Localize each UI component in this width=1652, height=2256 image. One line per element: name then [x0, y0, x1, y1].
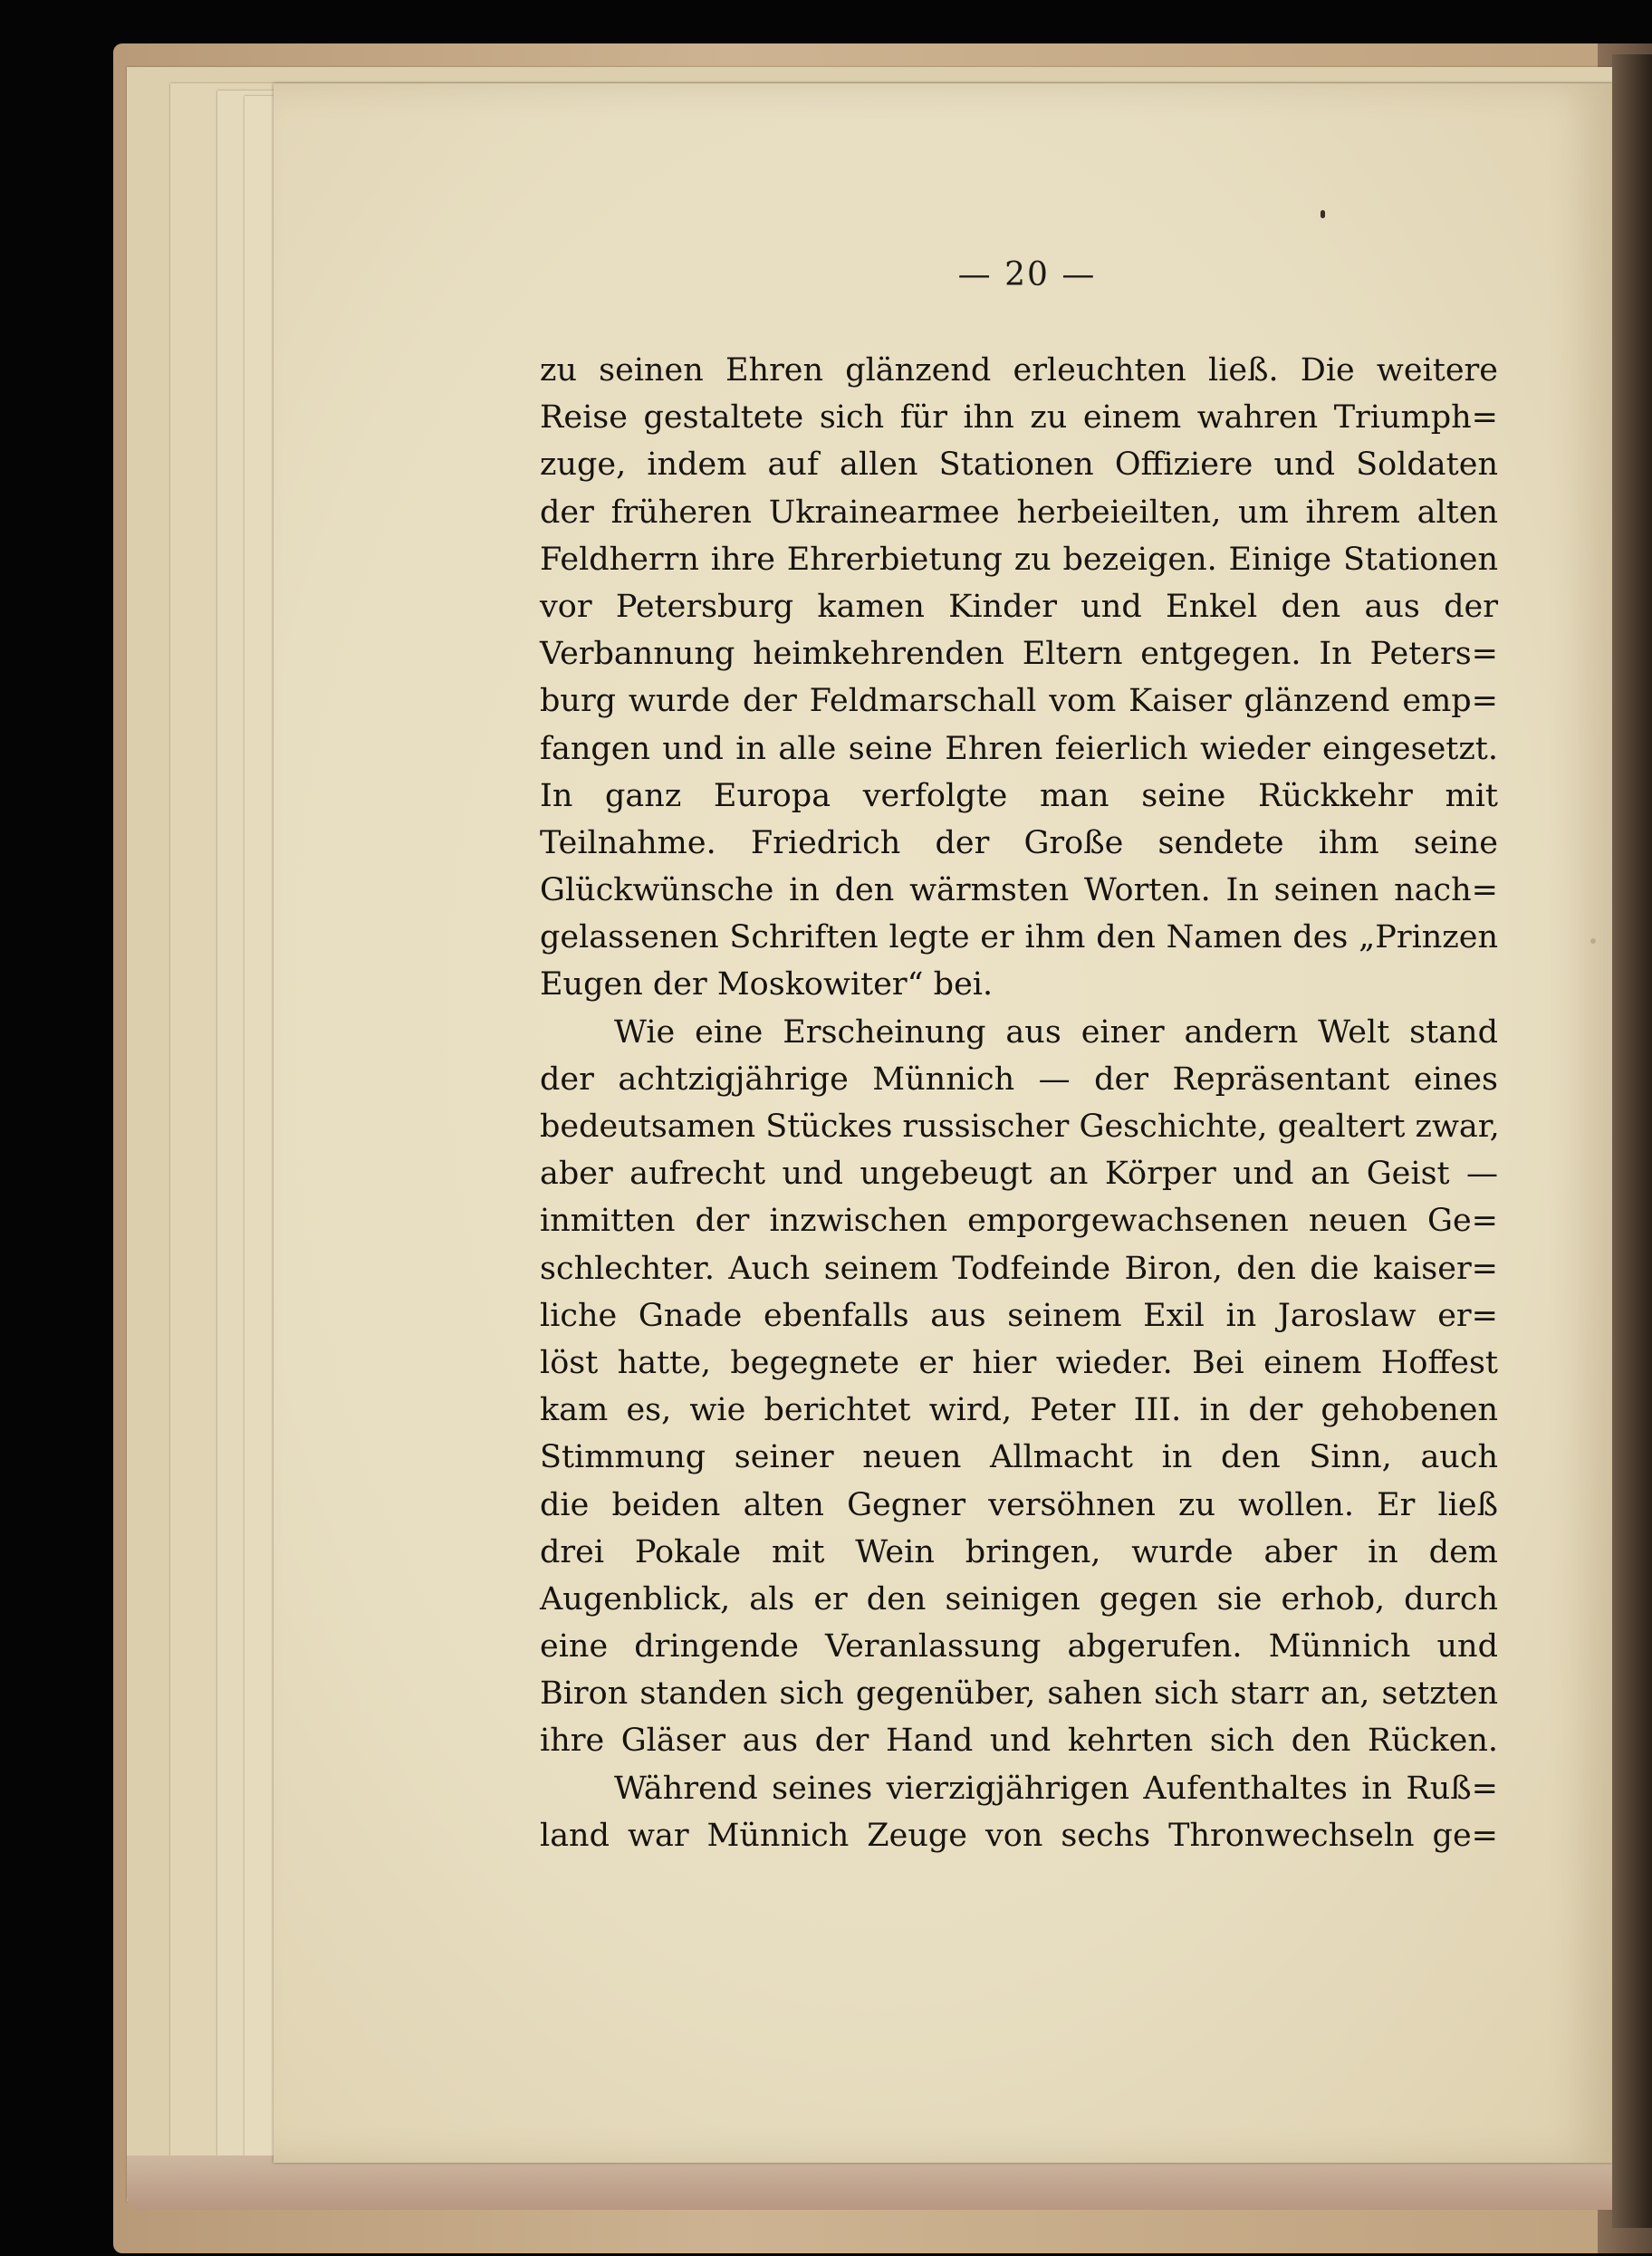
text-line: Augenblick, als er den seinigen gegen sie erhob, durch: [540, 1580, 1498, 1618]
text-line: der früheren Ukrainearmee herbeieilten, um ihrem alten: [540, 494, 1498, 531]
text-line: zu seinen Ehren glänzend erleuchten ließ. Die weitere: [540, 352, 1498, 389]
text-line: gelassenen Schriften legte er ihm den Namen des „Prinzen: [540, 919, 1498, 956]
text-line: liche Gnade ebenfalls aus seinem Exil in Jaroslaw er=: [540, 1297, 1498, 1334]
book-gutter: [1612, 54, 1652, 2228]
text-line: land war Münnich Zeuge von sechs Thronwechseln ge=: [540, 1817, 1498, 1854]
text-line: Glückwünsche in den wärmsten Worten. In seinen nach=: [540, 872, 1498, 909]
text-line: schlechter. Auch seinem Todfeinde Biron, den die kaiser=: [540, 1250, 1498, 1287]
text-line: Verbannung heimkehrenden Eltern entgegen. In Peters=: [540, 636, 1498, 673]
page-number: — 20 —: [957, 256, 1097, 293]
text-line: drei Pokale mit Wein bringen, wurde aber in dem: [540, 1533, 1498, 1570]
text-line: eine dringende Veranlassung abgerufen. Münnich und: [540, 1628, 1498, 1666]
text-line: Biron standen sich gegenüber, sahen sich starr an, setzten: [540, 1675, 1498, 1713]
text-line: Eugen der Moskowiter“ bei.: [540, 966, 994, 1003]
text-line: Stimmung seiner neuen Allmacht in den Sinn, auch: [540, 1439, 1498, 1476]
text-line: der achtzigjährige Münnich — der Repräsentant eines: [540, 1061, 1498, 1098]
text-line: Reise gestaltete sich für ihn zu einem wahren Triumph=: [540, 399, 1498, 437]
text-line: aber aufrecht und ungebeugt an Körper und an Geist —: [540, 1156, 1498, 1193]
text-line: Teilnahme. Friedrich der Große sendete ihm seine: [540, 824, 1498, 861]
paper-speck: [1321, 210, 1325, 218]
text-line: Wie eine Erscheinung aus einer andern Welt stand: [614, 1013, 1498, 1051]
text-line: bedeutsamen Stückes russischer Geschichte, gealtert zwar,: [540, 1109, 1500, 1145]
body-text: [540, 347, 1498, 1859]
text-line: In ganz Europa verfolgte man seine Rückkehr mit: [540, 777, 1498, 814]
text-line: vor Petersburg kamen Kinder und Enkel den aus der: [540, 588, 1498, 625]
text-line: die beiden alten Gegner versöhnen zu wollen. Er ließ: [540, 1486, 1498, 1523]
text-line: kam es, wie berichtet wird, Peter III. in der gehobenen: [540, 1392, 1498, 1429]
text-line: ihre Gläser aus der Hand und kehrten sich den Rücken.: [540, 1723, 1498, 1760]
paper-speck: [1590, 938, 1596, 944]
text-line: Während seines vierzigjährigen Aufenthaltes in Ruß=: [614, 1770, 1498, 1807]
text-line: löst hatte, begegnete er hier wieder. Bei einem Hoffest: [540, 1344, 1498, 1381]
text-line: burg wurde der Feldmarschall vom Kaiser glänzend emp=: [540, 683, 1498, 720]
book-bottom-edge: [127, 2155, 1630, 2210]
text-line: inmitten der inzwischen emporgewachsenen neuen Ge=: [540, 1203, 1498, 1240]
text-line: fangen und in alle seine Ehren feierlich wieder eingesetzt.: [540, 730, 1498, 767]
text-line: Feldherrn ihre Ehrerbietung zu bezeigen. Einige Stationen: [540, 541, 1498, 578]
text-line: zuge, indem auf allen Stationen Offiziere und Soldaten: [540, 446, 1498, 484]
